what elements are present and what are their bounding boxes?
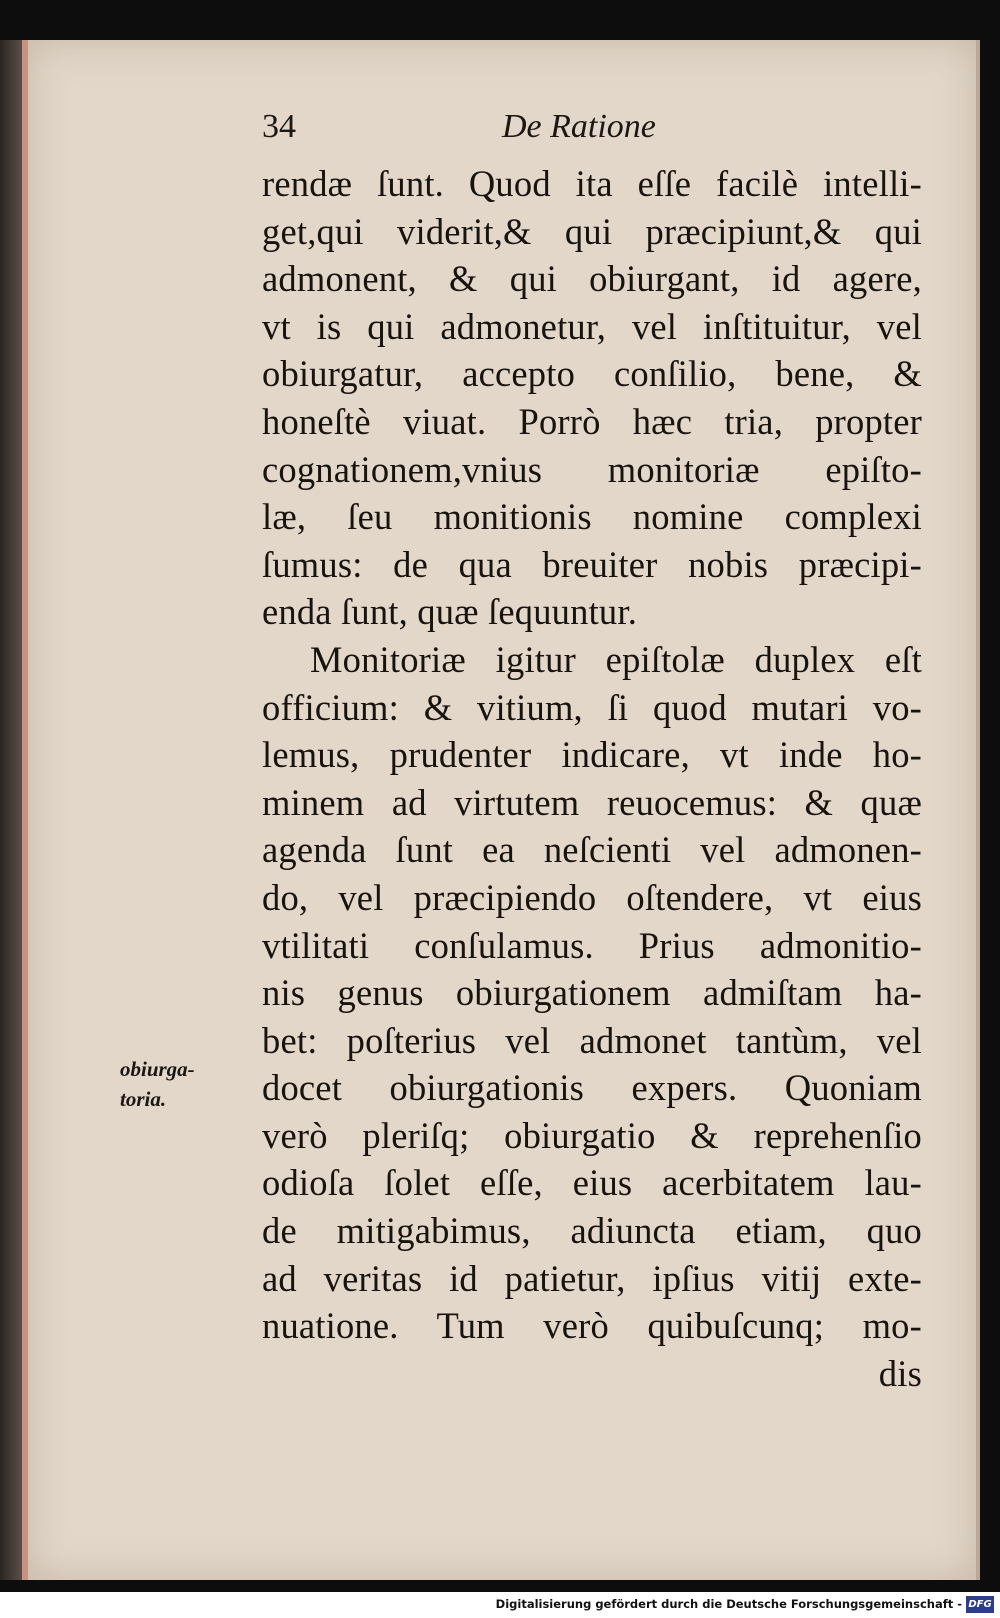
body-text: [262, 160, 922, 1397]
book-spine-edge: [0, 40, 22, 1580]
marginal-note-line: toria.: [120, 1087, 167, 1111]
page-number: 34: [262, 108, 296, 145]
text-line: agenda ſunt ea neſcienti vel admonen-: [262, 829, 922, 871]
text-line: admonent, & qui obiurgant, id agere,: [262, 258, 922, 300]
text-line: lemus, prudenter indicare, vt inde ho-: [262, 734, 922, 776]
dfg-logo-icon: DFG: [966, 1596, 994, 1613]
text-line: rendæ ſunt. Quod ita eſſe facilè intelli-: [262, 163, 922, 204]
catchword: dis: [878, 1352, 922, 1394]
text-line: vtilitati conſulamus. Prius admonitio-: [262, 924, 922, 966]
text-line: læ, ſeu monitionis nomine complexi: [262, 496, 922, 538]
text-line: enda ſunt, quæ ſequuntur.: [262, 591, 638, 633]
marginal-note-line: obiurga-: [120, 1057, 195, 1081]
marginal-note: [120, 1054, 240, 1114]
text-line: docet obiurgationis expers. Quoniam: [262, 1067, 922, 1109]
text-line: officium: & vitium, ſi quod mutari vo-: [262, 686, 922, 728]
text-line: obiurgatur, accepto conſilio, bene, &: [262, 353, 922, 395]
text-line: get,qui viderit,& qui præcipiunt,& qui: [262, 210, 922, 252]
page-header: [262, 108, 922, 158]
text-line: bet: poſterius vel admonet tantùm, vel: [262, 1019, 922, 1061]
text-line: do, vel præcipiendo oſtendere, vt eius: [262, 876, 922, 918]
text-line: vt is qui admonetur, vel inſtituitur, vel: [262, 305, 922, 347]
text-line: de mitigabimus, adiuncta etiam, quo: [262, 1210, 922, 1252]
text-line: minem ad virtutem reuocemus: & quæ: [262, 781, 922, 823]
text-line: nis genus obiurgationem admiſtam ha-: [262, 972, 922, 1014]
digitization-credit: Digitalisierung gefördert durch die Deutsche Forschungsgemeinschaft -: [495, 1597, 962, 1611]
text-line: verò pleriſq; obiurgatio & reprehenſio: [262, 1114, 922, 1156]
text-line: ſumus: de qua breuiter nobis præcipi-: [262, 543, 922, 585]
text-line: ad veritas id patietur, ipſius vitij exte-: [262, 1257, 922, 1299]
digitization-footer: [0, 1592, 1000, 1618]
text-line: cognationem,vnius monitoriæ epiſto-: [262, 448, 922, 490]
text-line: nuatione. Tum verò quibuſcunq; mo-: [262, 1305, 922, 1347]
text-line: Monitoriæ igitur epiſtolæ duplex eſt: [310, 638, 922, 680]
running-head: De Ratione: [502, 108, 656, 145]
text-line: honeſtè viuat. Porrò hæc tria, propter: [262, 400, 922, 442]
text-line: odioſa ſolet eſſe, eius acerbitatem lau-: [262, 1162, 922, 1204]
